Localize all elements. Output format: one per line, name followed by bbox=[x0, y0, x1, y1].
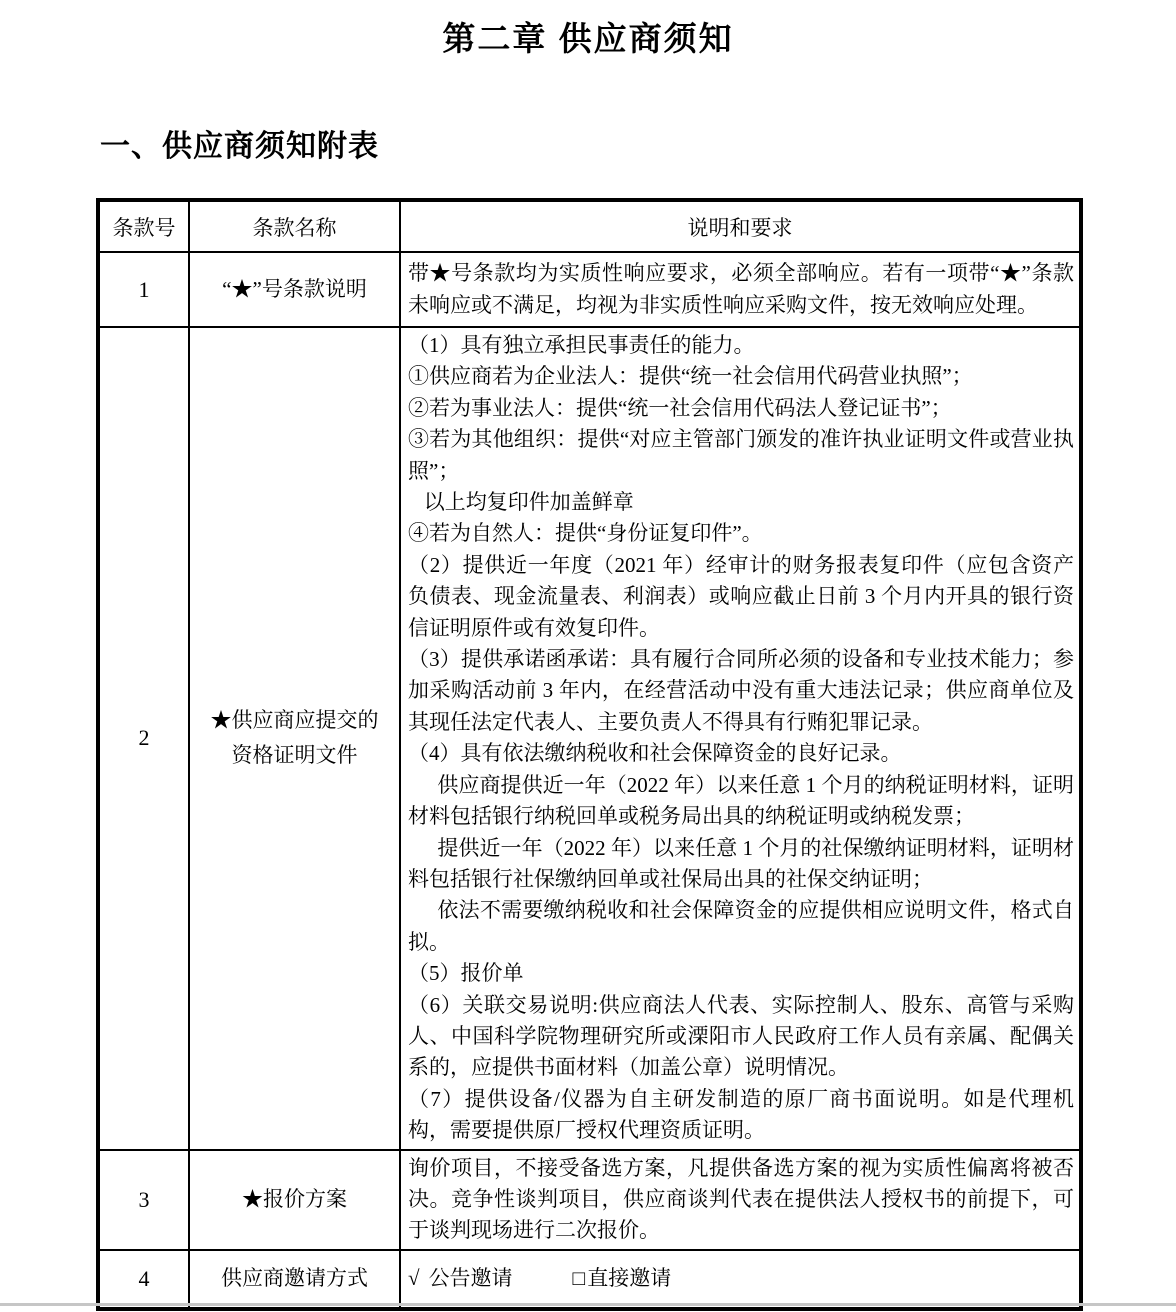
description-paragraph: 依法不需要缴纳税收和社会保障资金的应提供相应说明文件，格式自拟。 bbox=[408, 898, 1074, 954]
description-paragraph: 以上均复印件加盖鲜章 bbox=[423, 490, 634, 515]
header-clause-no: 条款号 bbox=[98, 200, 189, 252]
description-paragraph: ③若为其他组织：提供“对应主管部门颁发的准许执业证明文件或营业执照”； bbox=[408, 427, 1074, 483]
clause-description bbox=[400, 252, 1081, 327]
description-paragraph: ④若为自然人：提供“身份证复印件”。 bbox=[408, 521, 763, 546]
clause-name: “★”号条款说明 bbox=[189, 252, 400, 327]
description-paragraph: （2）提供近一年度（2021 年）经审计的财务报表复印件（应包含资产负债表、现金流量表、利润表）或响应截止日前 3 个月内开具的银行资信证明原件或有效复印件。 bbox=[408, 552, 1074, 640]
description-paragraph: 带★号条款均为实质性响应要求，必须全部响应。若有一项带“★”条款未响应或不满足，均视为非实质性响应采购文件，按无效响应处理。 bbox=[408, 261, 1074, 317]
table-row-3 bbox=[98, 1150, 1081, 1250]
table-row-2 bbox=[98, 327, 1081, 1150]
description-paragraph: （1）具有独立承担民事责任的能力。 bbox=[408, 333, 755, 357]
table-header-row bbox=[98, 200, 1081, 252]
check-mark-icon: √ bbox=[408, 1266, 420, 1291]
description-paragraph: 询价项目，不接受备选方案，凡提供备选方案的视为实质性偏离将被否决。竞争性谈判项目，供应商谈判代表在提供法人授权书的前提下，可于谈判现场进行二次报价。 bbox=[408, 1155, 1074, 1243]
description-paragraph: 提供近一年（2022 年）以来任意 1 个月的社保缴纳证明材料，证明材料包括银行社保缴纳回单或社保局出具的社保交纳证明； bbox=[408, 835, 1074, 891]
invitation-method-cell bbox=[400, 1250, 1081, 1309]
invitation-options bbox=[408, 1263, 1074, 1294]
table-row-4 bbox=[98, 1250, 1081, 1309]
description-paragraph: （5）报价单 bbox=[408, 961, 524, 986]
option-label: 直接邀请 bbox=[587, 1266, 672, 1291]
description-paragraph: 供应商提供近一年（2022 年）以来任意 1 个月的纳税证明材料，证明材料包括银行纳税回单或税务局出具的纳税证明或纳税发票； bbox=[408, 772, 1074, 829]
chapter-title: 第二章 供应商须知 bbox=[442, 20, 734, 57]
checkbox-empty-icon: □ bbox=[572, 1266, 586, 1291]
clause-description bbox=[400, 1150, 1081, 1250]
option-label: 公告邀请 bbox=[428, 1266, 513, 1291]
clause-name: ★报价方案 bbox=[189, 1150, 400, 1250]
clause-no: 3 bbox=[98, 1150, 189, 1250]
clause-no: 1 bbox=[98, 252, 189, 327]
option-public-announcement bbox=[408, 1263, 513, 1294]
supplier-notice-table bbox=[96, 198, 1083, 1311]
clause-name: 供应商邀请方式 bbox=[189, 1250, 400, 1309]
option-direct-invitation bbox=[573, 1263, 672, 1294]
clause-description bbox=[400, 327, 1081, 1150]
clause-no: 2 bbox=[98, 327, 189, 1150]
description-paragraph: ①供应商若为企业法人：提供“统一社会信用代码营业执照”； bbox=[408, 364, 973, 389]
description-paragraph: （7）提供设备/仪器为自主研发制造的原厂商书面说明。如是代理机构，需要提供原厂授权代理资质证明。 bbox=[408, 1086, 1074, 1143]
header-description: 说明和要求 bbox=[400, 200, 1081, 252]
table-row-1 bbox=[98, 252, 1081, 327]
page-edge-shadow bbox=[0, 1303, 1176, 1306]
header-clause-name: 条款名称 bbox=[189, 200, 400, 252]
clause-name: ★供应商应提交的资格证明文件 bbox=[189, 327, 400, 1150]
section-heading: 一、供应商须知附表 bbox=[100, 130, 379, 163]
clause-no: 4 bbox=[98, 1250, 189, 1309]
description-paragraph: （6）关联交易说明:供应商法人代表、实际控制人、股东、高管与采购人、中国科学院物理研究所或溧阳市人民政府工作人员有亲属、配偶关系的，应提供书面材料（加盖公章）说明情况。 bbox=[408, 992, 1074, 1080]
description-paragraph: （4）具有依法缴纳税收和社会保障资金的良好记录。 bbox=[408, 741, 902, 766]
description-paragraph: （3）提供承诺函承诺：具有履行合同所必须的设备和专业技术能力；参加采购活动前 3 年内，在经营活动中没有重大违法记录；供应商单位及其现任法定代表人、主要负责人不得具有行贿犯罪记录。 bbox=[408, 647, 1074, 734]
description-paragraph: ②若为事业法人：提供“统一社会信用代码法人登记证书”； bbox=[408, 395, 952, 420]
